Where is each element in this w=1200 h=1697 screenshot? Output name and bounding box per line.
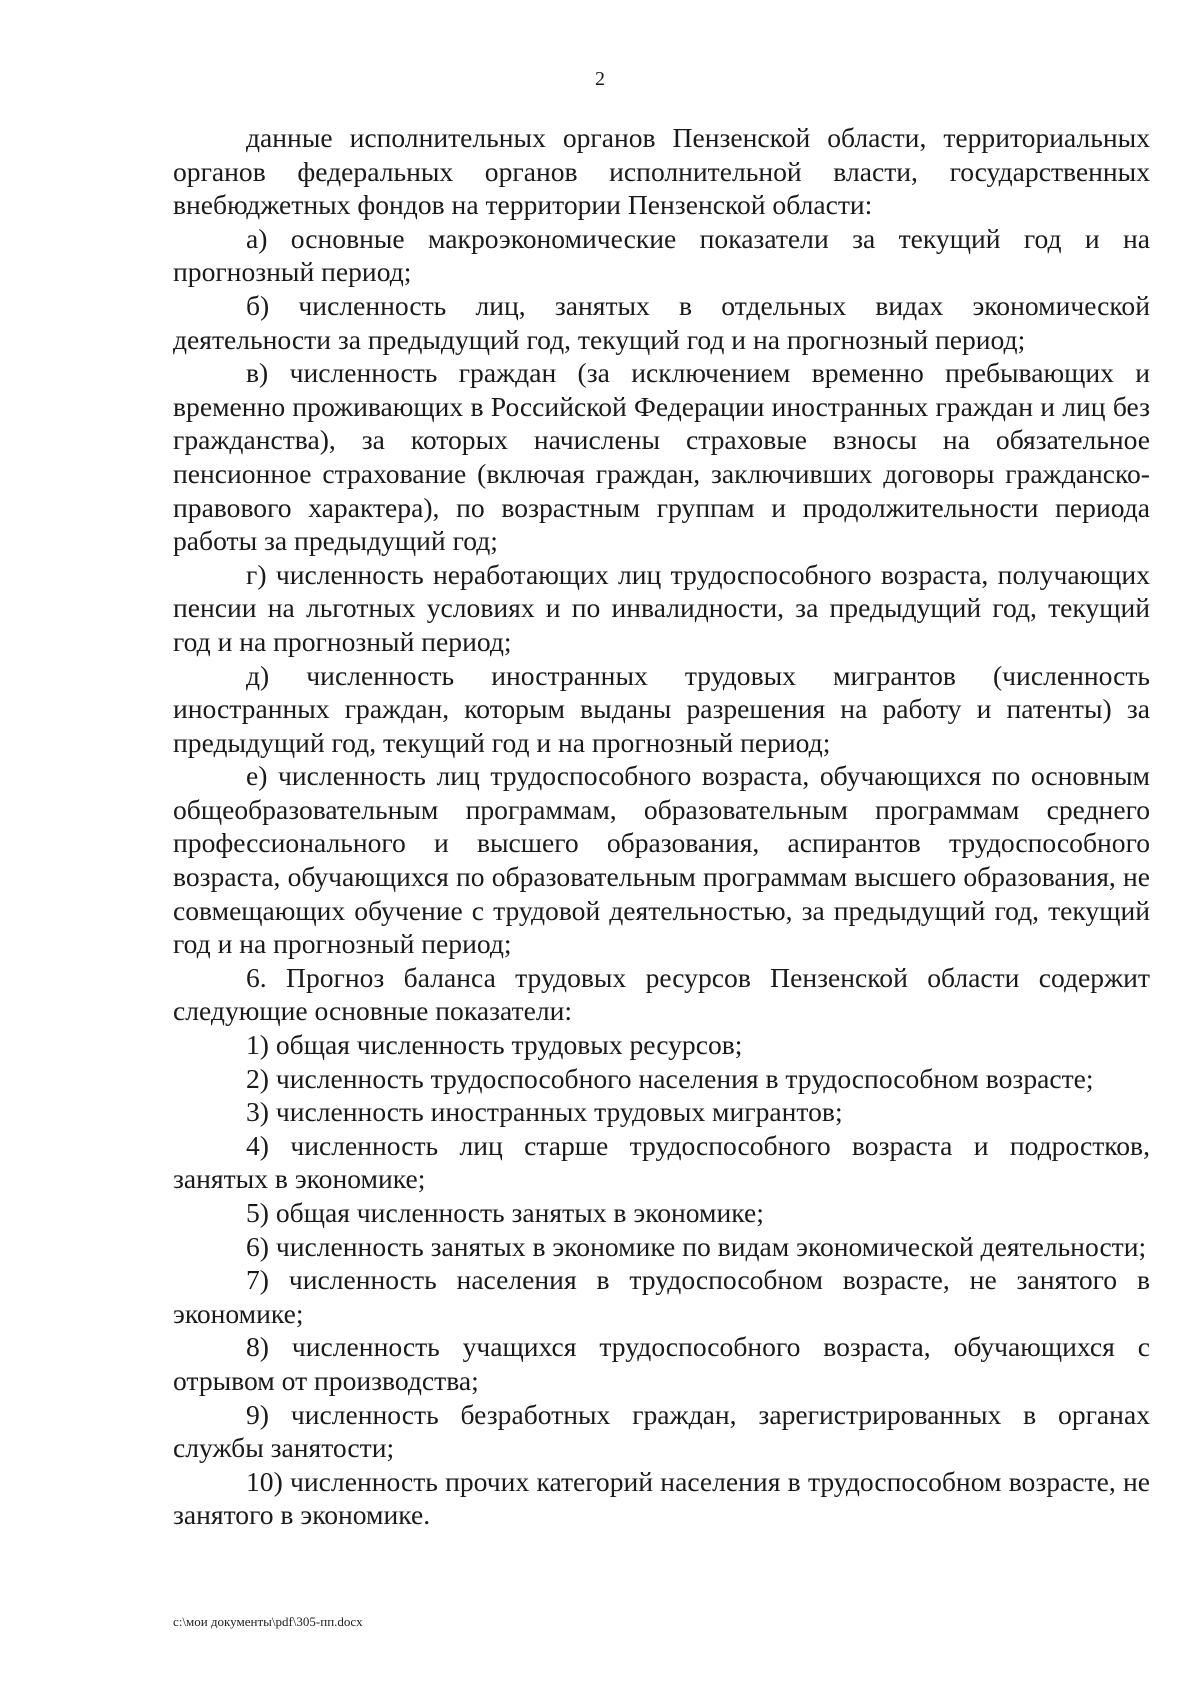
list-item: 6) численность занятых в экономике по видам экономической деятельности; xyxy=(246,1230,1147,1262)
paragraph: в) численность граждан (за исключением временно пребывающих и временно проживающих в Российской Федерации иностранных граждан и лиц без гражданства), за которых начислены страховые взносы на обязательное пенсионное страхование (включая граждан, заключивших договоры гражданско-правового характера), по возрастным группам и продолжительности периода работы за предыдущий год; xyxy=(173,357,1150,557)
list-item: 9) численность безработных граждан, зарегистрированных в органах службы занятости; xyxy=(173,1398,1150,1464)
paragraph: д) численность иностранных трудовых мигрантов (численность иностранных граждан, которым выданы разрешения на работу и патенты) за предыдущий год, текущий год и на прогнозный период; xyxy=(173,659,1150,758)
paragraph: е) численность лиц трудоспособного возраста, обучающихся по основным общеобразовательным программам, образовательным программам среднего профессионального и высшего образования, аспирантов трудоспособного возраста, обучающихся по образовательным программам высшего образования, не совмещающих обучение с трудовой деятельностью, за предыдущий год, текущий год и на прогнозный период; xyxy=(173,760,1150,960)
list-item: 4) численность лиц старше трудоспособного возраста и подростков, занятых в экономике; xyxy=(173,1129,1150,1195)
list-item: 8) численность учащихся трудоспособного возраста, обучающихся с отрывом от производства; xyxy=(173,1331,1150,1396)
document-body xyxy=(173,121,1150,1532)
paragraph: г) численность неработающих лиц трудоспособного возраста, получающих пенсии на льготных условиях и по инвалидности, за предыдущий год, текущий год и на прогнозный период; xyxy=(173,558,1150,657)
list-item: 2) численность трудоспособного населения в трудоспособном возрасте; xyxy=(246,1062,1094,1094)
paragraph: данные исполнительных органов Пензенской области, территориальных органов федеральных органов исполнительной власти, государственных внебюджетных фондов на территории Пензенской области: xyxy=(173,122,1150,221)
footer-file-path: c:\мои документы\pdf\305-пп.docx xyxy=(173,1614,363,1629)
paragraph: а) основные макроэкономические показатели за текущий год и на прогнозный период; xyxy=(173,222,1150,288)
list-item: 3) численность иностранных трудовых мигрантов; xyxy=(246,1096,843,1128)
paragraph: 6. Прогноз баланса трудовых ресурсов Пензенской области содержит следующие основные показатели: xyxy=(173,961,1150,1027)
list-item: 5) общая численность занятых в экономике; xyxy=(246,1197,764,1228)
list-item: 10) численность прочих категорий населения в трудоспособном возрасте, не занятого в экономике. xyxy=(173,1465,1150,1531)
page-number: 2 xyxy=(595,68,605,90)
paragraph: б) численность лиц, занятых в отдельных видах экономической деятельности за предыдущий год, текущий год и на прогнозный период; xyxy=(173,289,1150,355)
list-item: 1) общая численность трудовых ресурсов; xyxy=(246,1029,743,1061)
list-item: 7) численность населения в трудоспособном возрасте, не занятого в экономике; xyxy=(173,1264,1150,1329)
